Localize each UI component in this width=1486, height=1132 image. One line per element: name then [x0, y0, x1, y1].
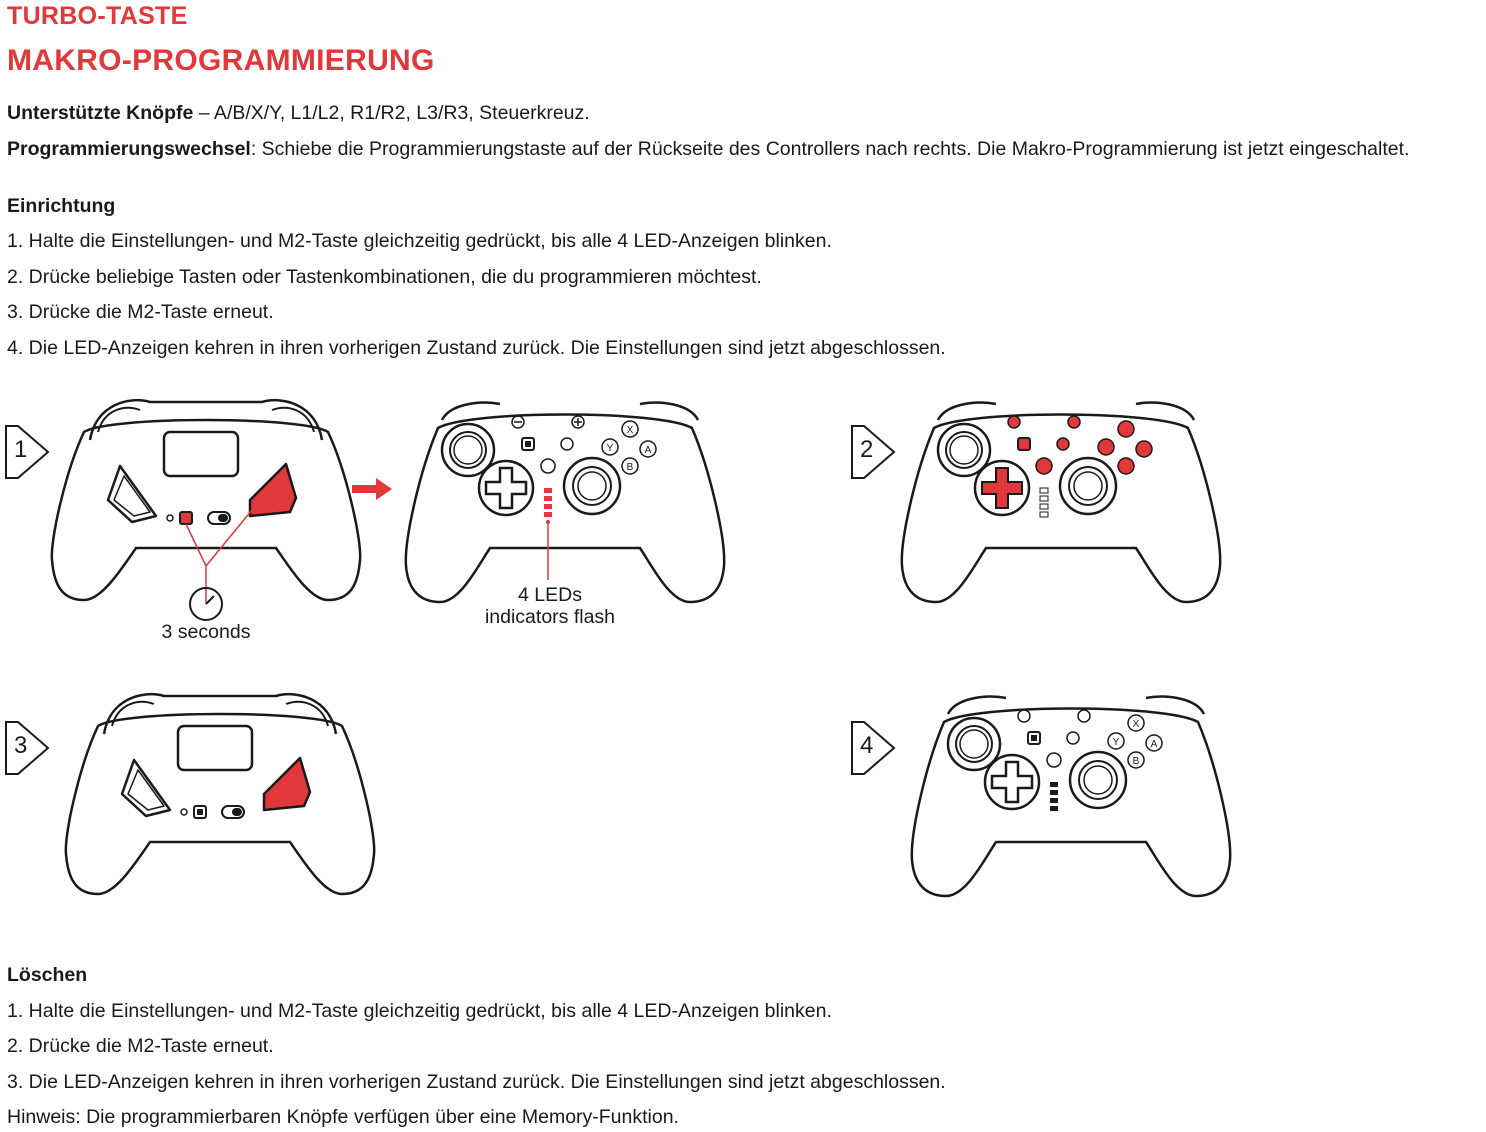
controller-front-view-final	[912, 697, 1230, 896]
caption-hold-time: 3 seconds	[161, 621, 251, 643]
step-number-1: 1	[14, 436, 28, 463]
supported-buttons-label: Unterstützte Knöpfe	[7, 102, 194, 124]
caption-leds-line1: 4 LEDs	[518, 584, 582, 606]
button-a-label: A	[644, 445, 652, 456]
setup-step-1: 1. Halte die Einstellungen- und M2-Taste gleichzeitig gedrückt, bis alle 4 LED-Anzeigen blinken.	[7, 230, 832, 252]
button-b-label: B	[1132, 756, 1140, 767]
setup-step-4: 4. Die LED-Anzeigen kehren in ihren vorherigen Zustand zurück. Die Einstellungen sind jetzt abgeschlossen.	[7, 337, 946, 359]
programming-switch-text: : Schiebe die Programmierungstaste auf der Rückseite des Controllers nach rechts. Die Makro-Programmierung ist jetzt eingeschaltet.	[250, 138, 1410, 160]
controller-front-view-pressed	[902, 403, 1220, 602]
button-x-label: X	[1132, 719, 1140, 730]
page-subtitle: MAKRO-PROGRAMMIERUNG	[7, 44, 435, 77]
controller-front-view-leds	[406, 403, 724, 602]
step-number-3: 3	[14, 732, 28, 759]
setup-heading: Einrichtung	[7, 195, 116, 217]
button-y-label: Y	[606, 443, 614, 454]
button-b-label: B	[626, 462, 634, 473]
button-y-label: Y	[1112, 737, 1120, 748]
delete-step-1: 1. Halte die Einstellungen- und M2-Taste gleichzeitig gedrückt, bis alle 4 LED-Anzeigen blinken.	[7, 1000, 832, 1022]
caption-leds-line2: indicators flash	[484, 606, 616, 628]
memory-note: Hinweis: Die programmierbaren Knöpfe verfügen über eine Memory-Funktion.	[7, 1106, 679, 1128]
delete-step-3: 3. Die LED-Anzeigen kehren in ihren vorherigen Zustand zurück. Die Einstellungen sind jetzt abgeschlossen.	[7, 1071, 946, 1093]
page-title: TURBO-TASTE	[7, 2, 188, 30]
supported-buttons-text: – A/B/X/Y, L1/L2, R1/R2, L3/R3, Steuerkreuz.	[193, 102, 590, 124]
delete-step-2: 2. Drücke die M2-Taste erneut.	[7, 1035, 274, 1057]
button-x-label: X	[626, 425, 634, 436]
step-number-2: 2	[860, 436, 874, 463]
step-number-4: 4	[860, 732, 874, 759]
setup-step-2: 2. Drücke beliebige Tasten oder Tastenkombinationen, die du programmieren möchtest.	[7, 266, 762, 288]
arrow-right-icon	[352, 478, 392, 500]
delete-heading: Löschen	[7, 964, 88, 986]
setup-step-3: 3. Drücke die M2-Taste erneut.	[7, 301, 274, 323]
button-a-label: A	[1150, 739, 1158, 750]
programming-switch-label: Programmierungswechsel	[7, 138, 251, 160]
controller-back-view-1	[52, 400, 360, 620]
controller-back-view-2	[66, 694, 374, 894]
